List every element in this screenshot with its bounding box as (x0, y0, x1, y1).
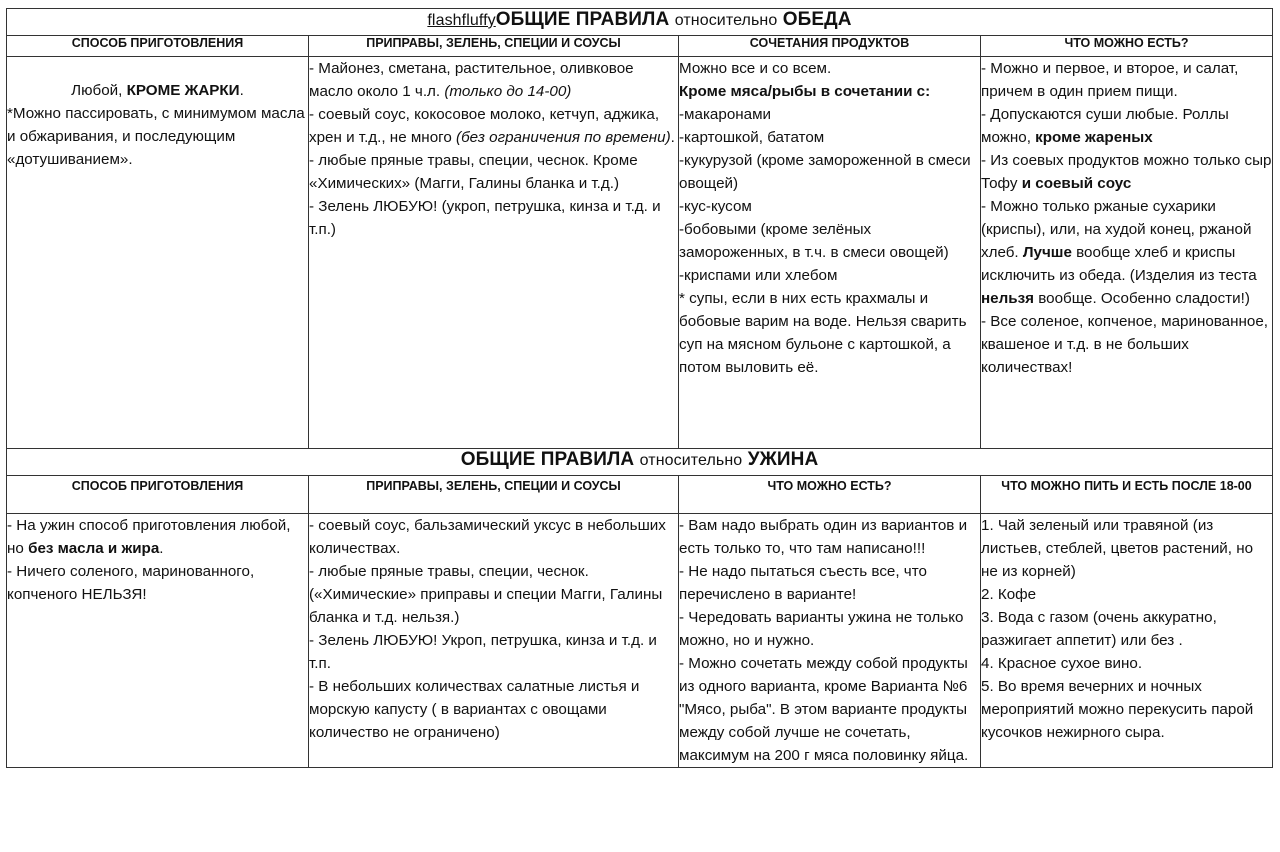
lunch-eat-3a: - Из соевых продуктов можно только сыр Тофу (981, 152, 1272, 192)
lunch-title (7, 9, 1273, 36)
dinner-eat-4: - Можно сочетать между собой продукты из одного варианта, кроме Варианта №6 "Мясо, рыба". В этом варианте продукты между собой лучше не сочетать, максимум на 200 г мяса половинку яйца. (679, 655, 969, 764)
dinner-title-a: ОБЩИЕ ПРАВИЛА (460, 449, 635, 470)
lunch-seasoning-4: - Зелень ЛЮБУЮ! (укроп, петрушка, кинза и т.д. и т.п.) (309, 198, 661, 238)
dinner-after-18-cell (981, 514, 1273, 768)
dinner-seasoning-3: - Зелень ЛЮБУЮ! Укроп, петрушка, кинза и т.д. и т.п. (309, 632, 657, 672)
dinner-seasoning-1: - соевый соус, бальзамический уксус в небольших количествах. (309, 517, 666, 557)
lunch-eat-4a: - Можно только ржаные сухарики (криспы), или, на худой конец, ржаной хлеб. (981, 198, 1252, 261)
lunch-eat-2b: кроме жареных (1035, 129, 1153, 146)
lunch-eat-5: - Все соленое, копченое, маринованное, квашеное и т.д. в не больших количествах! (981, 313, 1269, 376)
lunch-title-a: ОБЩИЕ ПРАВИЛА (495, 9, 670, 30)
lunch-seasoning-3: - любые пряные травы, специи, чеснок. Кроме «Химических» (Магги, Галины бланка и т.д.) (309, 152, 638, 192)
dinner-header-seasonings: ПРИПРАВЫ, ЗЕЛЕНЬ, СПЕЦИИ И СОУСЫ (309, 476, 679, 514)
lunch-eat-4e: вообще. Особенно сладости!) (1034, 290, 1250, 307)
lunch-header-what-to-eat: ЧТО МОЖНО ЕСТЬ? (981, 36, 1273, 57)
lunch-combo-7: -бобовыми (кроме зелёных замороженных, в т.ч. в смеси овощей) (679, 221, 949, 261)
lunch-eat-4c: вообще хлеб и криспы исключить из обеда. (Изделия из теста (981, 244, 1257, 284)
lunch-seasoning-1a: - Майонез, сметана, растительное, оливковое масло около 1 ч.л. (309, 60, 634, 100)
dinner-header-method: СПОСОБ ПРИГОТОВЛЕНИЯ (7, 476, 309, 514)
lunch-seasoning-1b: (только до 14-00) (444, 83, 572, 100)
lunch-header-seasonings: ПРИПРАВЫ, ЗЕЛЕНЬ, СПЕЦИИ И СОУСЫ (309, 36, 679, 57)
dinner-method-1 (7, 514, 308, 560)
lunch-combo-4: -картошкой, бататом (679, 129, 825, 146)
dinner-eat-2: - Не надо пытаться съесть все, что перечислено в варианте! (679, 563, 927, 603)
lunch-eat-4 (981, 195, 1272, 310)
lunch-eat-1: - Можно и первое, и второе, и салат, причем в один прием пищи. (981, 60, 1239, 100)
lunch-method-rest: *Можно пассировать, с минимумом масла и обжаривания, и последующим «дотушиванием». (7, 105, 305, 168)
lunch-eat-3b: и соевый соус (1021, 175, 1132, 192)
rules-sheet (6, 8, 1272, 846)
lunch-seasoning-2b: (без ограничения по времени) (456, 129, 671, 146)
dinner-seasoning-2: - любые пряные травы, специи, чеснок. («Химические» приправы и специи Магги, Галины бланка и т.д. нельзя.) (309, 563, 663, 626)
dinner-title-b: относительно (639, 452, 743, 469)
dinner-method-cell (7, 514, 309, 768)
dinner-drink-5: 5. Во время вечерних и ночных мероприятий можно перекусить парой кусочков нежирного сыра. (981, 678, 1254, 741)
lunch-combo-1: Можно все и со всем. (679, 60, 832, 77)
dinner-seasoning-4: - В небольших количествах салатные листья и морскую капусту ( в вариантах с овощами количество не ограничено) (309, 678, 640, 741)
dinner-method-1c: . (159, 540, 164, 557)
lunch-eat-3 (981, 149, 1272, 195)
dinner-title (7, 449, 1273, 476)
lunch-combo-6: -кус-кусом (679, 198, 752, 215)
dinner-eat-3: - Чередовать варианты ужина не только можно, но и нужно. (679, 609, 964, 649)
dinner-header-row (7, 476, 1273, 514)
rules-table (6, 8, 1273, 768)
lunch-what-to-eat-cell (981, 57, 1273, 449)
lunch-seasoning-2 (309, 103, 678, 149)
dinner-method-1a: - На ужин способ приготовления любой, но (7, 517, 291, 557)
dinner-body-row (7, 514, 1273, 768)
dinner-eat-1: - Вам надо выбрать один из вариантов и есть только то, что там написано!!! (679, 517, 968, 557)
dinner-method-2: - Ничего соленого, маринованного, копченого НЕЛЬЗЯ! (7, 563, 255, 603)
dinner-drink-1: 1. Чай зеленый или травяной (из листьев, стеблей, цветов растений, но не из корней) (981, 517, 1254, 580)
lunch-combo-8: -криспами или хлебом (679, 267, 838, 284)
lunch-combinations-cell (679, 57, 981, 449)
dinner-header-what-to-eat: ЧТО МОЖНО ЕСТЬ? (679, 476, 981, 514)
lunch-seasoning-2a: - соевый соус, кокосовое молоко, кетчуп, аджика, хрен и т.д., не много (309, 106, 660, 146)
lunch-header-row (7, 36, 1273, 57)
dinner-method-1b: без масла и жира (28, 540, 160, 557)
lunch-title-c: ОБЕДА (782, 9, 852, 30)
lunch-header-combinations: СОЧЕТАНИЯ ПРОДУКТОВ (679, 36, 981, 57)
lunch-combo-5: -кукурузой (кроме замороженной в смеси овощей) (679, 152, 971, 192)
dinner-header-after-18: ЧТО МОЖНО ПИТЬ И ЕСТЬ ПОСЛЕ 18-00 (981, 476, 1273, 514)
lunch-eat-2 (981, 103, 1272, 149)
lunch-seasonings-cell (309, 57, 679, 449)
dinner-seasonings-cell (309, 514, 679, 768)
dinner-title-c: УЖИНА (747, 449, 819, 470)
lunch-method-cell (7, 57, 309, 449)
lunch-combo-2: Кроме мяса/рыбы в сочетании с: (679, 83, 931, 100)
dinner-what-to-eat-cell (679, 514, 981, 768)
dinner-drink-3: 3. Вода с газом (очень аккуратно, разжигает аппетит) или без . (981, 609, 1217, 649)
lunch-method-line1 (7, 79, 308, 102)
lunch-seasoning-2c: . (670, 129, 675, 146)
lunch-eat-4b: Лучше (1022, 244, 1072, 261)
lunch-title-b: относительно (674, 12, 778, 29)
lunch-body-row (7, 57, 1273, 449)
lunch-method-text-b: КРОМЕ ЖАРКИ (126, 82, 240, 99)
lunch-title-row (7, 9, 1273, 36)
lunch-combo-3: -макаронами (679, 106, 772, 123)
dinner-drink-4: 4. Красное сухое вино. (981, 655, 1143, 672)
lunch-header-method: СПОСОБ ПРИГОТОВЛЕНИЯ (7, 36, 309, 57)
lunch-seasoning-1 (309, 57, 678, 103)
lunch-eat-2a: - Допускаются суши любые. Роллы можно, (981, 106, 1229, 146)
lunch-eat-4d: нельзя (981, 290, 1035, 307)
dinner-drink-2: 2. Кофе (981, 586, 1037, 603)
lunch-combo-9: * супы, если в них есть крахмалы и бобовые варим на воде. Нельзя сварить суп на мясном бульоне с картошкой, а потом выловить её. (679, 290, 967, 376)
dinner-title-row (7, 449, 1273, 476)
lunch-method-text-c: . (239, 82, 244, 99)
brand-link[interactable]: flashfluffy (427, 12, 496, 29)
lunch-method-text-a: Любой, (71, 82, 127, 99)
